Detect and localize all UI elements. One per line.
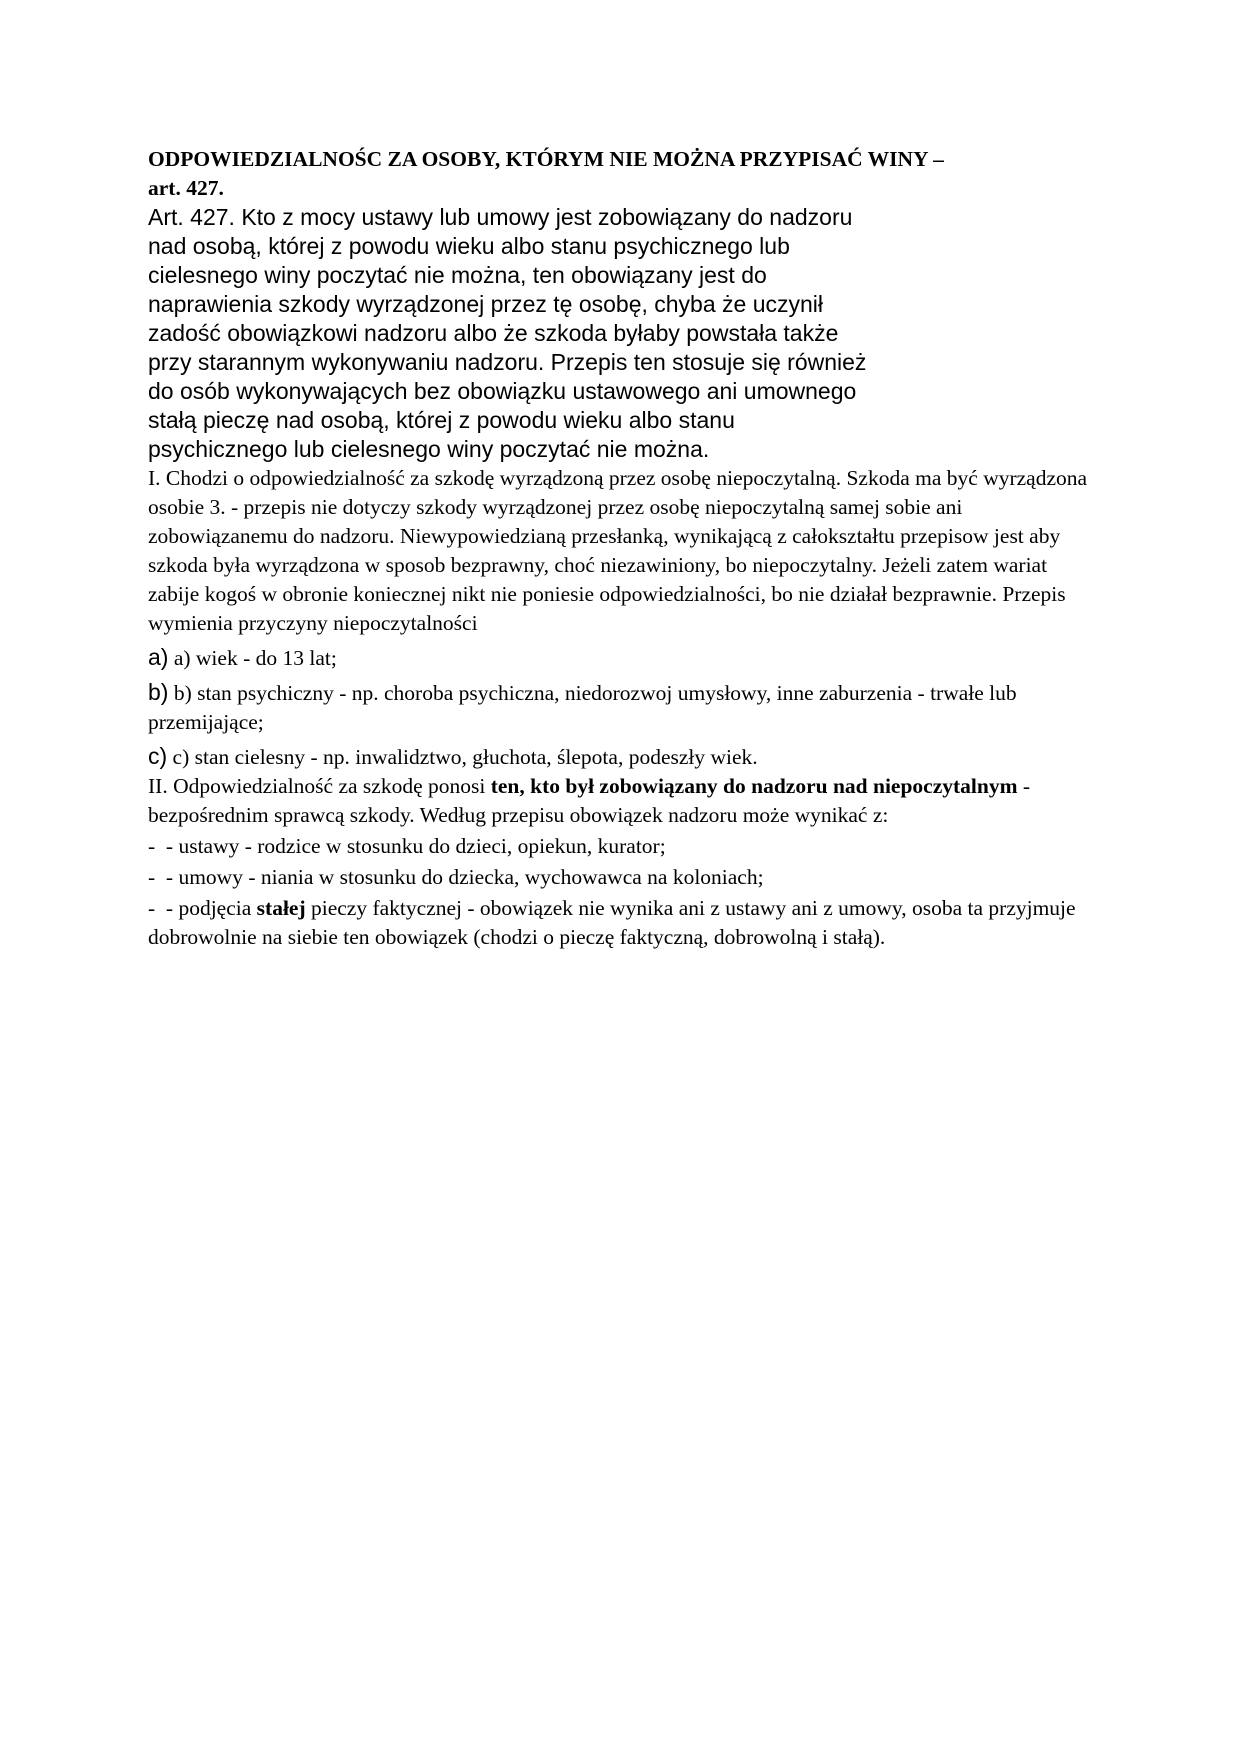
list-item-a [148,643,1088,673]
dash-marker-2: - [148,865,156,889]
dash-item-3 [148,894,1088,952]
list-marker-b: b) [148,679,169,705]
section-2-paragraph [148,772,1088,830]
list-text-a: a) wiek - do 13 lat; [173,646,337,670]
section-2-prefix: II. Odpowiedzialność za szkodę ponosi [148,774,491,798]
section-2-bold: ten, kto był zobowiązany do nadzoru nad niepoczytalnym [490,774,1018,798]
heading-line-2: art. 427. [148,176,224,200]
dash-marker-3: - [148,896,156,920]
list-marker-c: c) [148,743,168,769]
dash-item-1 [148,832,1088,861]
dash-text-2: - umowy - niania w stosunku do dziecka, wychowawca na koloniach; [165,865,764,889]
dash-item-2 [148,863,1088,892]
article-427-text: Art. 427. Kto z mocy ustawy lub umowy jest zobowiązany do nadzoru nad osobą, której z powodu wieku albo stanu psychicznego lub cielesnego winy poczytać nie można, ten obowiązany jest do naprawienia szkody wyrządzonej przez tę osobę, chyba że uczynił zadość obowiązkowi nadzoru albo że szkoda byłaby powstała także przy starannym wykonywaniu nadzoru. Przepis ten stosuje się również do osób wykonywających bez obowiązku ustawowego ani umownego stałą pieczę nad osobą, której z powodu wieku albo stanu psychicznego lub cielesnego winy poczytać nie można. [148,204,867,462]
dash-text-1: - ustawy - rodzice w stosunku do dzieci, opiekun, kurator; [165,834,666,858]
list-item-c [148,742,1088,772]
list-text-b: b) stan psychiczny - np. choroba psychiczna, niedorozwoj umysłowy, inne zaburzenia - trwałe lub przemijające; [148,681,1017,734]
dash-text-3-prefix: - podjęcia [165,896,257,920]
list-text-c: c) stan cielesny - np. inwalidztwo, głuchota, ślepota, podeszły wiek. [172,745,758,769]
dash-text-3-suffix: pieczy faktycznej - obowiązek nie wynika ani z ustawy ani z umowy, osoba ta przyjmuje dobrowolnie na siebie ten obowiązek (chodzi o pieczę faktyczną, dobrowolną i stałą). [148,896,1076,949]
list-marker-a: a) [148,644,169,670]
dash-text-3-bold: stałej [256,896,306,920]
section-2-suffix: - bezpośrednim sprawcą szkody. Według przepisu obowiązek nadzoru może wynikać z: [148,774,1031,827]
document-page [148,145,1088,952]
heading-line-1: ODPOWIEDZIALNOŚC ZA OSOBY, KTÓRYM NIE MOŻNA PRZYPISAĆ WINY – [148,147,944,171]
section-1-paragraph: I. Chodzi o odpowiedzialność za szkodę wyrządzoną przez osobę niepoczytalną. Szkoda ma być wyrządzona osobie 3. - przepis nie dotyczy szkody wyrządzonej przez osobę niepoczytalną samej sobie ani zobowiązanemu do nadzoru. Niewypowiedzianą przesłanką, wynikającą z całokształtu przepisow jest aby szkoda była wyrządzona w sposob bezprawny, choć niezawiniony, bo niepoczytalny. Jeżeli zatem wariat zabije kogoś w obronie koniecznej nikt nie poniesie odpowiedzialności, bo nie działał bezprawnie. Przepis wymienia przyczyny niepoczytalności [148,466,1088,635]
list-item-b [148,678,1088,737]
dash-marker-1: - [148,834,156,858]
document-heading [148,145,1088,203]
